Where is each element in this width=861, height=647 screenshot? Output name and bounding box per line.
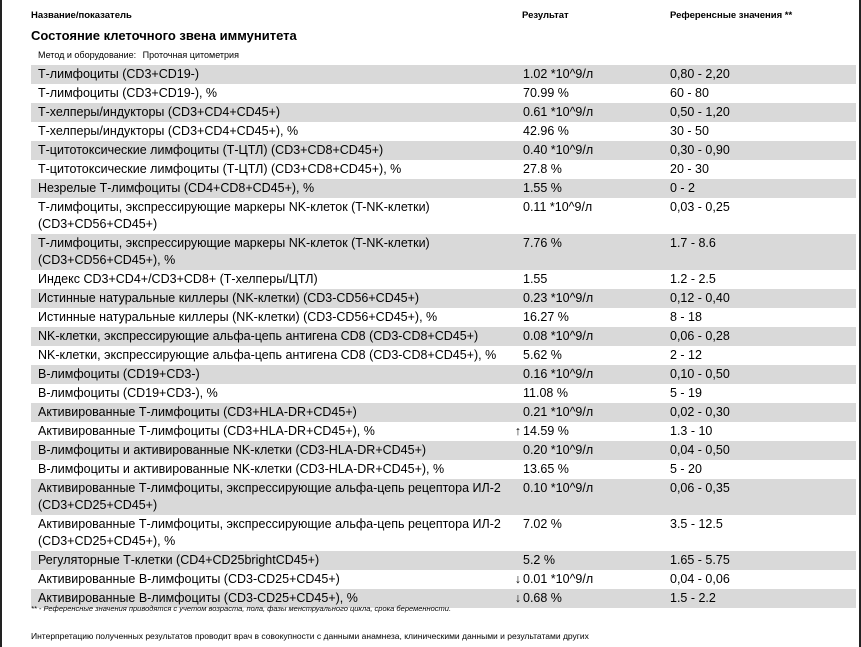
reference-range: 0 - 2	[670, 181, 696, 195]
result-value: 0.16 *10^9/л	[523, 367, 594, 381]
reference-range: 5 - 20	[670, 462, 702, 476]
reference-range: 0,12 - 0,40	[670, 291, 730, 305]
reference-range: 0,03 - 0,25	[670, 200, 730, 214]
table-row	[31, 365, 856, 384]
reference-range: 1.5 - 2.2	[670, 591, 716, 605]
table-row	[31, 327, 856, 346]
result-value: 11.08 %	[523, 386, 568, 400]
parameter-name: NK-клетки, экспрессирующие альфа-цепь антигена CD8 (CD3-CD8+CD45+)	[38, 329, 479, 343]
table-row	[31, 289, 856, 308]
results-table	[31, 65, 856, 608]
reference-range: 3.5 - 12.5	[670, 517, 723, 531]
reference-range: 0,04 - 0,06	[670, 572, 730, 586]
table-row	[31, 198, 856, 234]
table-row	[31, 515, 856, 551]
result-value: 1.55 %	[523, 181, 562, 195]
parameter-name: Истинные натуральные киллеры (NK-клетки) (CD3-CD56+CD45+)	[38, 291, 420, 305]
reference-range: 0,06 - 0,35	[670, 481, 730, 495]
table-row	[31, 441, 856, 460]
parameter-name: Индекс CD3+CD4+/CD3+CD8+ (Т-хелперы/ЦТЛ)	[38, 272, 318, 286]
parameter-name: NK-клетки, экспрессирующие альфа-цепь антигена CD8 (CD3-CD8+CD45+), %	[38, 348, 497, 362]
result-value: 70.99 %	[523, 86, 569, 100]
result-value: 0.20 *10^9/л	[523, 443, 594, 457]
reference-range: 1.7 - 8.6	[670, 236, 716, 250]
method-value: Проточная цитометрия	[142, 50, 239, 60]
reference-range: 5 - 19	[670, 386, 702, 400]
reference-range: 8 - 18	[670, 310, 702, 324]
result-value: 0.21 *10^9/л	[523, 405, 594, 419]
table-row	[31, 460, 856, 479]
result-value: 5.2 %	[523, 553, 555, 567]
parameter-name: Регуляторные Т-клетки (CD4+CD25brightCD45+)	[38, 553, 320, 567]
reference-range: 1.65 - 5.75	[670, 553, 730, 567]
parameter-name: Активированные Т-лимфоциты, экспрессирующие альфа-цепь рецептора ИЛ-2 (CD3+CD25+CD45+), %	[38, 517, 501, 548]
table-row	[31, 84, 856, 103]
parameter-name: Активированные Т-лимфоциты, экспрессирующие альфа-цепь рецептора ИЛ-2 (CD3+CD25+CD45+)	[38, 481, 501, 512]
result-value: 5.62 %	[523, 348, 562, 362]
footnote: ** - Референсные значения приводятся с учетом возраста, пола, фазы менструального цикла, срока беременности.	[31, 604, 452, 613]
result-value: 16.27 %	[523, 310, 569, 324]
reference-range: 0,10 - 0,50	[670, 367, 730, 381]
table-row	[31, 103, 856, 122]
table-row	[31, 551, 856, 570]
parameter-name: Т-цитотоксические лимфоциты (Т-ЦТЛ) (CD3+CD8+CD45+), %	[38, 162, 402, 176]
parameter-name: Истинные натуральные киллеры (NK-клетки) (CD3-CD56+CD45+), %	[38, 310, 438, 324]
result-value: 0.08 *10^9/л	[523, 329, 594, 343]
result-value: 0.10 *10^9/л	[523, 481, 594, 495]
parameter-name: Незрелые Т-лимфоциты (CD4+CD8+CD45+), %	[38, 181, 315, 195]
parameter-name: Активированные В-лимфоциты (CD3-CD25+CD45+)	[38, 572, 340, 586]
reference-range: 0,02 - 0,30	[670, 405, 730, 419]
table-row	[31, 65, 856, 84]
result-value: 42.96 %	[523, 124, 569, 138]
result-value: 7.02 %	[523, 517, 562, 531]
parameter-name: Т-хелперы/индукторы (CD3+CD4+CD45+)	[38, 105, 281, 119]
result-value: 1.55	[523, 272, 548, 286]
result-value: 27.8 %	[523, 162, 562, 176]
header-result-column: Результат	[522, 10, 569, 21]
table-row	[31, 346, 856, 365]
reference-range: 60 - 80	[670, 86, 709, 100]
parameter-name: В-лимфоциты и активированные NK-клетки (CD3-HLA-DR+CD45+)	[38, 443, 427, 457]
reference-range: 1.3 - 10	[670, 424, 713, 438]
table-header	[31, 10, 861, 26]
parameter-name: Активированные Т-лимфоциты (CD3+HLA-DR+CD45+)	[38, 405, 357, 419]
result-value: 0.01 *10^9/л	[523, 572, 594, 586]
reference-range: 30 - 50	[670, 124, 709, 138]
table-row	[31, 384, 856, 403]
parameter-name: Т-лимфоциты (CD3+CD19-)	[38, 67, 199, 81]
interpretation-note: Интерпретацию полученных результатов проводит врач в совокупности с данными анамнеза, клиническими данными и результатами других	[31, 631, 589, 641]
parameter-name: Т-лимфоциты (CD3+CD19-), %	[38, 86, 218, 100]
table-row	[31, 160, 856, 179]
parameter-name: Активированные Т-лимфоциты (CD3+HLA-DR+CD45+), %	[38, 424, 375, 438]
table-row	[31, 122, 856, 141]
parameter-name: Т-цитотоксические лимфоциты (Т-ЦТЛ) (CD3+CD8+CD45+)	[38, 143, 384, 157]
result-value: 0.23 *10^9/л	[523, 291, 594, 305]
result-value: 7.76 %	[523, 236, 562, 250]
parameter-name: Активированные В-лимфоциты (CD3-CD25+CD45+), %	[38, 591, 358, 605]
reference-range: 0,06 - 0,28	[670, 329, 730, 343]
table-row	[31, 234, 856, 270]
method-line	[38, 50, 239, 60]
reference-range: 0,30 - 0,90	[670, 143, 730, 157]
parameter-name: Т-лимфоциты, экспрессирующие маркеры NK-клеток (T-NK-клетки) (CD3+CD56+CD45+)	[38, 200, 430, 231]
result-value: 0.68 %	[523, 591, 562, 605]
reference-range: 1.2 - 2.5	[670, 272, 716, 286]
result-value: 13.65 %	[523, 462, 569, 476]
reference-range: 2 - 12	[670, 348, 702, 362]
result-value: 14.59 %	[523, 424, 569, 438]
table-row	[31, 403, 856, 422]
table-row	[31, 270, 856, 289]
parameter-name: В-лимфоциты (CD19+CD3-), %	[38, 386, 218, 400]
result-value: 0.40 *10^9/л	[523, 143, 594, 157]
header-name-column: Название/показатель	[31, 10, 132, 21]
parameter-name: В-лимфоциты и активированные NK-клетки (CD3-HLA-DR+CD45+), %	[38, 462, 445, 476]
table-row	[31, 479, 856, 515]
parameter-name: В-лимфоциты (CD19+CD3-)	[38, 367, 200, 381]
reference-range: 0,50 - 1,20	[670, 105, 730, 119]
method-label: Метод и оборудование:	[38, 50, 137, 60]
reference-range: 0,80 - 2,20	[670, 67, 730, 81]
deviation-flag-icon: ↓	[514, 591, 521, 605]
result-value: 0.61 *10^9/л	[523, 105, 594, 119]
table-row	[31, 179, 856, 198]
table-row	[31, 570, 856, 589]
parameter-name: Т-хелперы/индукторы (CD3+CD4+CD45+), %	[38, 124, 299, 138]
page-edge-left	[0, 0, 2, 647]
table-row	[31, 422, 856, 441]
header-reference-column: Референсные значения **	[670, 10, 793, 21]
deviation-flag-icon: ↓	[514, 572, 521, 586]
reference-range: 20 - 30	[670, 162, 709, 176]
section-title: Состояние клеточного звена иммунитета	[31, 28, 297, 43]
reference-range: 0,04 - 0,50	[670, 443, 730, 457]
table-row	[31, 141, 856, 160]
table-row	[31, 308, 856, 327]
result-value: 1.02 *10^9/л	[523, 67, 594, 81]
result-value: 0.11 *10^9/л	[523, 200, 593, 214]
parameter-name: Т-лимфоциты, экспрессирующие маркеры NK-клеток (T-NK-клетки) (CD3+CD56+CD45+), %	[38, 236, 430, 267]
deviation-flag-icon: ↑	[514, 424, 521, 438]
